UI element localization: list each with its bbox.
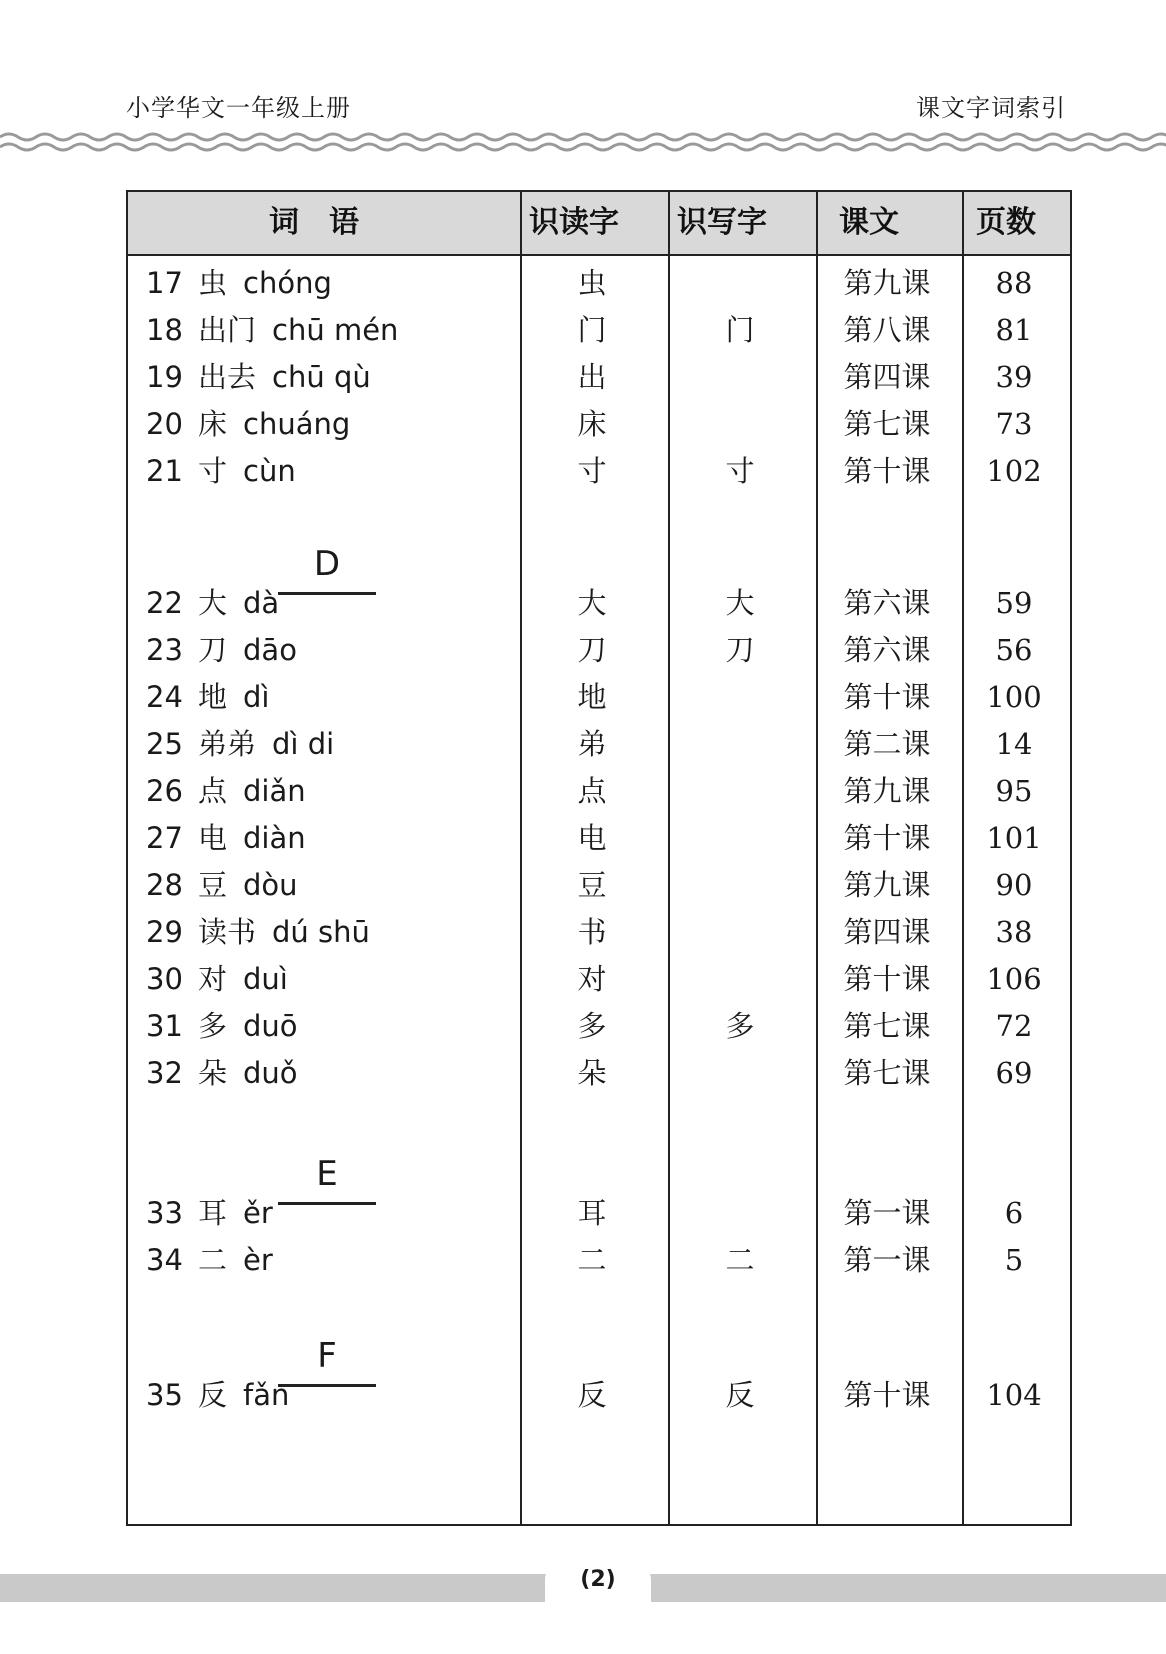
word-cell <box>146 813 306 863</box>
word-cell <box>146 625 297 675</box>
section-title: 课文字词索引 <box>916 94 1066 122</box>
table-row <box>128 258 1070 308</box>
read-char-cell: 电 <box>577 821 607 855</box>
write-char-cell: 寸 <box>725 454 755 488</box>
table-row <box>128 1188 1070 1238</box>
wave-divider <box>0 128 1166 156</box>
page-cell: 5 <box>1004 1243 1024 1277</box>
word-cell <box>146 907 370 957</box>
lesson-cell: 第六课 <box>843 586 931 620</box>
page-cell: 59 <box>995 586 1033 620</box>
word-pinyin: chū mén <box>272 313 399 347</box>
word-pinyin: chóng <box>243 266 332 300</box>
write-char-cell <box>666 813 814 863</box>
table-row <box>128 1370 1070 1420</box>
word-cell <box>146 305 398 355</box>
word-hanzi: 二 <box>198 1243 228 1277</box>
entry-number: 26 <box>146 774 183 808</box>
table-header <box>128 192 1070 256</box>
word-cell <box>146 1370 289 1420</box>
word-cell <box>146 1235 273 1285</box>
table-row <box>128 305 1070 355</box>
page-cell: 38 <box>995 915 1033 949</box>
word-pinyin: diǎn <box>243 774 306 808</box>
entry-number: 18 <box>146 313 183 347</box>
page-cell: 102 <box>986 454 1042 488</box>
section-letter-e: E <box>278 1150 376 1205</box>
table-row <box>128 625 1070 675</box>
word-pinyin: diàn <box>243 821 306 855</box>
write-char-cell: 反 <box>725 1378 755 1412</box>
read-char-cell: 弟 <box>577 727 607 761</box>
lesson-cell: 第二课 <box>843 727 931 761</box>
read-char-cell: 二 <box>577 1243 607 1277</box>
table-row <box>128 1001 1070 1051</box>
entry-number: 29 <box>146 915 183 949</box>
word-pinyin: ěr <box>243 1196 273 1230</box>
table-row <box>128 1048 1070 1098</box>
entry-number: 33 <box>146 1196 183 1230</box>
word-hanzi: 读书 <box>198 915 257 949</box>
read-char-cell: 耳 <box>577 1196 607 1230</box>
word-hanzi: 刀 <box>198 633 228 667</box>
word-hanzi: 寸 <box>198 454 228 488</box>
write-char-cell <box>666 258 814 308</box>
page-number: (2) <box>580 1567 616 1592</box>
word-cell <box>146 352 371 402</box>
lesson-cell: 第十课 <box>843 821 931 855</box>
entry-number: 28 <box>146 868 183 902</box>
entry-number: 24 <box>146 680 183 714</box>
lesson-cell: 第十课 <box>843 1378 931 1412</box>
word-hanzi: 豆 <box>198 868 228 902</box>
write-char-cell <box>666 954 814 1004</box>
word-cell <box>146 672 269 722</box>
lesson-cell: 第七课 <box>843 1056 931 1090</box>
write-char-cell: 二 <box>725 1243 755 1277</box>
table-row <box>128 954 1070 1004</box>
table-row <box>128 399 1070 449</box>
word-hanzi: 对 <box>198 962 228 996</box>
word-hanzi: 出去 <box>198 360 257 394</box>
entry-number: 17 <box>146 266 183 300</box>
write-char-cell <box>666 672 814 722</box>
lesson-cell: 第四课 <box>843 915 931 949</box>
word-index-table <box>126 190 1072 1526</box>
table-row <box>128 813 1070 863</box>
write-char-cell <box>666 766 814 816</box>
read-char-cell: 虫 <box>577 266 607 300</box>
write-char-cell <box>666 1048 814 1098</box>
write-char-cell <box>666 352 814 402</box>
page-cell: 81 <box>995 313 1033 347</box>
word-hanzi: 地 <box>198 680 228 714</box>
page-cell: 90 <box>995 868 1033 902</box>
lesson-cell: 第一课 <box>843 1243 931 1277</box>
write-char-cell <box>666 719 814 769</box>
word-hanzi: 多 <box>198 1009 228 1043</box>
word-cell <box>146 954 288 1004</box>
table-row <box>128 719 1070 769</box>
word-pinyin: dú shū <box>272 915 370 949</box>
word-hanzi: 点 <box>198 774 228 808</box>
column-header-write-chars: 识写字 <box>677 205 767 240</box>
word-cell <box>146 578 279 628</box>
page-cell: 39 <box>995 360 1033 394</box>
entry-number: 35 <box>146 1378 183 1412</box>
table-row <box>128 1235 1070 1285</box>
entry-number: 22 <box>146 586 183 620</box>
page-cell: 100 <box>986 680 1042 714</box>
entry-number: 27 <box>146 821 183 855</box>
word-pinyin: duǒ <box>243 1056 298 1090</box>
entry-number: 30 <box>146 962 183 996</box>
read-char-cell: 刀 <box>577 633 607 667</box>
word-cell <box>146 766 306 816</box>
word-cell <box>146 1188 273 1238</box>
read-char-cell: 多 <box>577 1009 607 1043</box>
table-row <box>128 352 1070 402</box>
table-row <box>128 766 1070 816</box>
word-hanzi: 电 <box>198 821 228 855</box>
write-char-cell: 门 <box>725 313 755 347</box>
word-hanzi: 耳 <box>198 1196 228 1230</box>
entry-number: 34 <box>146 1243 183 1277</box>
word-pinyin: dāo <box>243 633 297 667</box>
table-row <box>128 446 1070 496</box>
read-char-cell: 地 <box>577 680 607 714</box>
page-cell: 101 <box>986 821 1042 855</box>
read-char-cell: 点 <box>577 774 607 808</box>
read-char-cell: 寸 <box>577 454 607 488</box>
word-pinyin: duō <box>243 1009 298 1043</box>
word-cell <box>146 860 298 910</box>
page-cell: 104 <box>986 1378 1042 1412</box>
word-cell <box>146 258 332 308</box>
column-header-read-chars: 识读字 <box>529 205 619 240</box>
entry-number: 19 <box>146 360 183 394</box>
word-pinyin: dì <box>243 680 270 714</box>
section-letter-f: F <box>278 1332 376 1387</box>
write-char-cell: 多 <box>725 1009 755 1043</box>
book-title: 小学华文一年级上册 <box>126 94 351 122</box>
lesson-cell: 第九课 <box>843 774 931 808</box>
page-cell: 88 <box>995 266 1033 300</box>
word-cell <box>146 446 296 496</box>
entry-number: 32 <box>146 1056 183 1090</box>
write-char-cell <box>666 907 814 957</box>
word-cell <box>146 1048 298 1098</box>
read-char-cell: 大 <box>577 586 607 620</box>
word-hanzi: 床 <box>198 407 228 441</box>
read-char-cell: 书 <box>577 915 607 949</box>
page-cell: 69 <box>995 1056 1033 1090</box>
write-char-cell <box>666 399 814 449</box>
page-cell: 56 <box>995 633 1033 667</box>
entry-number: 20 <box>146 407 183 441</box>
entry-number: 25 <box>146 727 183 761</box>
table-row <box>128 672 1070 722</box>
column-header-lesson: 课文 <box>839 205 899 240</box>
entry-number: 21 <box>146 454 183 488</box>
lesson-cell: 第九课 <box>843 868 931 902</box>
read-char-cell: 朵 <box>577 1056 607 1090</box>
lesson-cell: 第六课 <box>843 633 931 667</box>
page-cell: 14 <box>995 727 1033 761</box>
lesson-cell: 第一课 <box>843 1196 931 1230</box>
entry-number: 23 <box>146 633 183 667</box>
column-header-page: 页数 <box>976 205 1036 240</box>
lesson-cell: 第七课 <box>843 407 931 441</box>
word-pinyin: èr <box>243 1243 273 1277</box>
word-hanzi: 朵 <box>198 1056 228 1090</box>
write-char-cell <box>666 1188 814 1238</box>
word-pinyin: dà <box>243 586 280 620</box>
table-row <box>128 578 1070 628</box>
page-cell: 95 <box>995 774 1033 808</box>
lesson-cell: 第十课 <box>843 680 931 714</box>
read-char-cell: 豆 <box>577 868 607 902</box>
word-pinyin: dòu <box>243 868 298 902</box>
lesson-cell: 第七课 <box>843 1009 931 1043</box>
lesson-cell: 第九课 <box>843 266 931 300</box>
section-letter-d: D <box>278 540 376 595</box>
write-char-cell: 刀 <box>725 633 755 667</box>
entry-number: 31 <box>146 1009 183 1043</box>
write-char-cell <box>666 860 814 910</box>
table-row <box>128 907 1070 957</box>
read-char-cell: 床 <box>577 407 607 441</box>
word-hanzi: 反 <box>198 1378 228 1412</box>
word-hanzi: 出门 <box>198 313 257 347</box>
word-hanzi: 大 <box>198 586 228 620</box>
word-pinyin: cùn <box>243 454 296 488</box>
word-cell <box>146 719 334 769</box>
word-pinyin: chū qù <box>272 360 371 394</box>
word-hanzi: 虫 <box>198 266 228 300</box>
page-cell: 6 <box>1004 1196 1024 1230</box>
write-char-cell: 大 <box>725 586 755 620</box>
word-pinyin: dì di <box>272 727 335 761</box>
word-pinyin: duì <box>243 962 288 996</box>
word-cell <box>146 1001 298 1051</box>
word-pinyin: fǎn <box>243 1378 290 1412</box>
page-cell: 106 <box>986 962 1042 996</box>
column-header-words: 词 语 <box>269 205 359 240</box>
read-char-cell: 对 <box>577 962 607 996</box>
word-pinyin: chuáng <box>243 407 351 441</box>
word-hanzi: 弟弟 <box>198 727 257 761</box>
lesson-cell: 第十课 <box>843 962 931 996</box>
read-char-cell: 反 <box>577 1378 607 1412</box>
word-cell <box>146 399 350 449</box>
read-char-cell: 门 <box>577 313 607 347</box>
table-row <box>128 860 1070 910</box>
lesson-cell: 第八课 <box>843 313 931 347</box>
page-cell: 72 <box>995 1009 1033 1043</box>
read-char-cell: 出 <box>577 360 607 394</box>
lesson-cell: 第四课 <box>843 360 931 394</box>
page-cell: 73 <box>995 407 1033 441</box>
lesson-cell: 第十课 <box>843 454 931 488</box>
